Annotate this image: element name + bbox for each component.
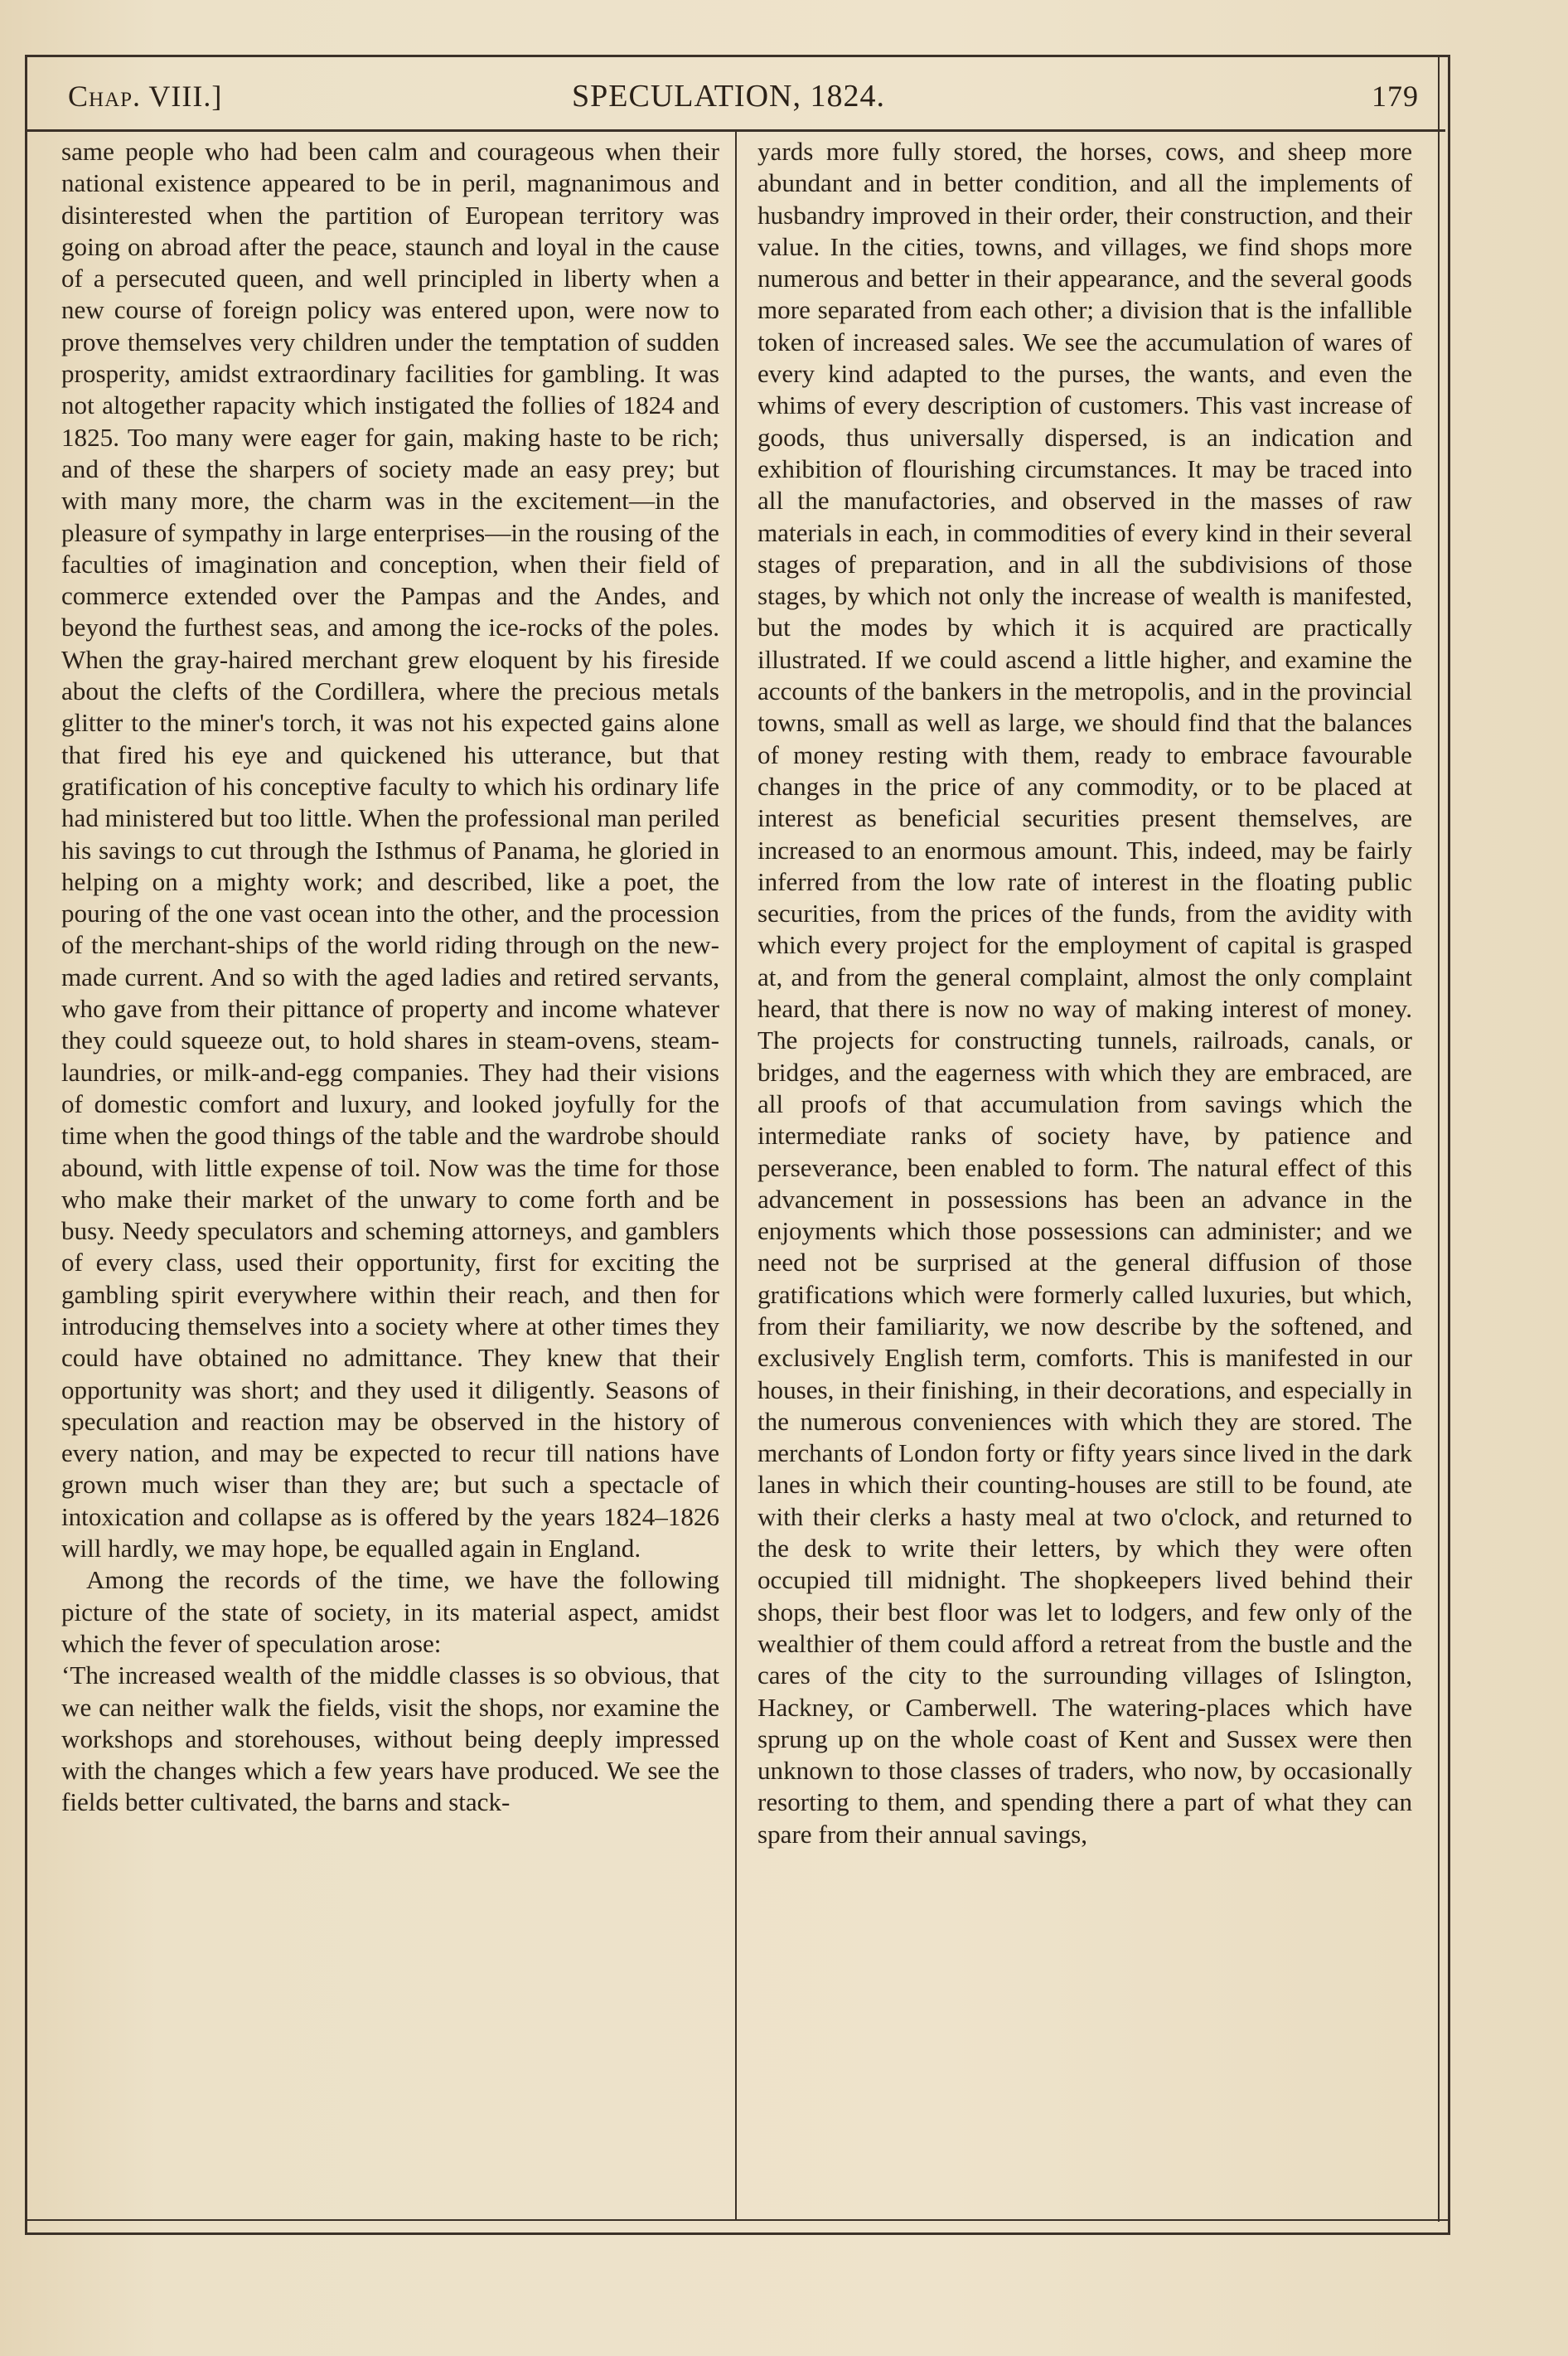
running-head-chapter: Chap. VIII.] [68, 80, 223, 113]
block-quote-start: ‘The increased wealth of the middle classes is so obvious, that we can neither walk the fields, visit the shops, nor examine the workshops and storehouses, without being deeply impressed with the changes which a few years have produced. We see the fields better cultivated, the barns and stack- [61, 1660, 719, 1817]
frame-inner-bottom-rule [25, 2219, 1450, 2221]
right-column [757, 136, 1412, 1850]
paragraph: same people who had been calm and courageous when their national existence appeared to be in peril, magnanimous and disinterested when the partition of European territory was going on abroad after the peace, staunch and loyal in the cause of a persecuted queen, and well principled in liberty when a new course of foreign policy was entered upon, were now to prove themselves very children under the temptation of sudden prosperity, amidst extraordinary facilities for gambling. It was not altogether rapacity which instigated the follies of 1824 and 1825. Too many were eager for gain, making haste to be rich; and of these the sharpers of society made an easy prey; but with many more, the charm was in the excitement—in the pleasure of sympathy in large enterprises—in the rousing of the faculties of imagination and conception, when their field of commerce extended over the Pampas and the Andes, and beyond the furthest seas, and among the ice-rocks of the poles. When the gray-haired merchant grew eloquent by his fireside about the clefts of the Cordillera, where the precious metals glitter to the miner's torch, it was not his expected gains alone that fired his eye and quickened his utterance, but that gratification of his conceptive faculty to which his ordinary life had ministered but too little. When the professional man periled his savings to cut through the Isthmus of Panama, he gloried in helping on a mighty work; and described, like a poet, the pouring of the one vast ocean into the other, and the procession of the merchant-ships of the world riding through on the new-made current. And so with the aged ladies and retired servants, who gave from their pittance of property and income whatever they could squeeze out, to hold shares in steam-ovens, steam-laundries, or milk-and-egg companies. They had their visions of domestic comfort and luxury, and looked joyfully for the time when the good things of the table and the wardrobe should abound, with little expense of toil. Now was the time for those who make their market of the unwary to come forth and be busy. Needy speculators and scheming attorneys, and gamblers of every class, used their opportunity, first for exciting the gambling spirit everywhere within their reach, and then for introducing themselves into a society where at other times they could have obtained no admittance. They knew that their opportunity was short; and they used it diligently. Seasons of speculation and reaction may be observed in the history of every nation, and may be expected to recur till nations have grown much wiser than they are; but such a spectacle of intoxication and collapse as is offered by the years 1824–1826 will hardly, we may hope, be equalled again in England. [61, 137, 719, 1563]
left-column [61, 136, 719, 1819]
frame-inner-right-rule [1438, 55, 1440, 2222]
running-head-title: SPECULATION, 1824. [572, 79, 885, 114]
column-divider [735, 132, 737, 2221]
page-number: 179 [1372, 80, 1419, 113]
block-quote-continued: yards more fully stored, the horses, cows, and sheep more abundant and in better condition, and all the implements of husbandry improved in their order, their construction, and their value. In the cities, towns, and villages, we find shops more numerous and better in their appearance, and the several goods more separated from each other; a division that is the infallible token of increased sales. We see the accumulation of wares of every kind adapted to the purses, the wants, and even the whims of every description of customers. This vast increase of goods, thus universally dispersed, is an indication and exhibition of flourishing circumstances. It may be traced into all the manufactories, and observed in the masses of raw materials in each, in commodities of every kind in their several stages of preparation, and in all the subdivisions of those stages, by which not only the increase of wealth is manifested, but the modes by which it is acquired are practically illustrated. If we could ascend a little higher, and examine the accounts of the bankers in the metropolis, and in the provincial towns, small as well as large, we should find that the balances of money resting with them, ready to embrace favourable changes in the price of any commodity, or to be placed at interest as beneficial securities present themselves, are increased to an enormous amount. This, indeed, may be fairly inferred from the low rate of interest in the floating public securities, from the prices of the funds, from the avidity with which every project for the employment of capital is grasped at, and from the general complaint, almost the only complaint heard, that there is now no way of making interest of money. The projects for constructing tunnels, railroads, canals, or bridges, and the eagerness with which they are embraced, are all proofs of that accumulation from savings which the intermediate ranks of society have, by patience and perseverance, been enabled to form. The natural effect of this advancement in possessions has been an advance in the enjoyments which those possessions can administer; and we need not be surprised at the general diffusion of those gratifications which were formerly called luxuries, but which, from their familiarity, we now describe by the softened, and exclusively English term, comforts. This is manifested in our houses, in their finishing, in their decorations, and especially in the numerous conveniences with which they are stored. The merchants of London forty or fifty years since lived in the dark lanes in which their counting-houses are still to be found, ate with their clerks a hasty meal at two o'clock, and returned to the desk to write their letters, by which they were often occupied till midnight. The shopkeepers lived behind their shops, their best floor was let to lodgers, and few only of the wealthier of them could afford a retreat from the bustle and the cares of the city to the surrounding villages of Islington, Hackney, or Camberwell. The watering-places which have sprung up on the whole coast of Kent and Sussex were then unknown to those classes of traders, who now, by occasionally resorting to them, and spending there a part of what they can spare from their annual savings, [757, 137, 1412, 1849]
paragraph: Among the records of the time, we have the following picture of the state of society, in its material aspect, amidst which the fever of speculation arose: [61, 1565, 719, 1658]
